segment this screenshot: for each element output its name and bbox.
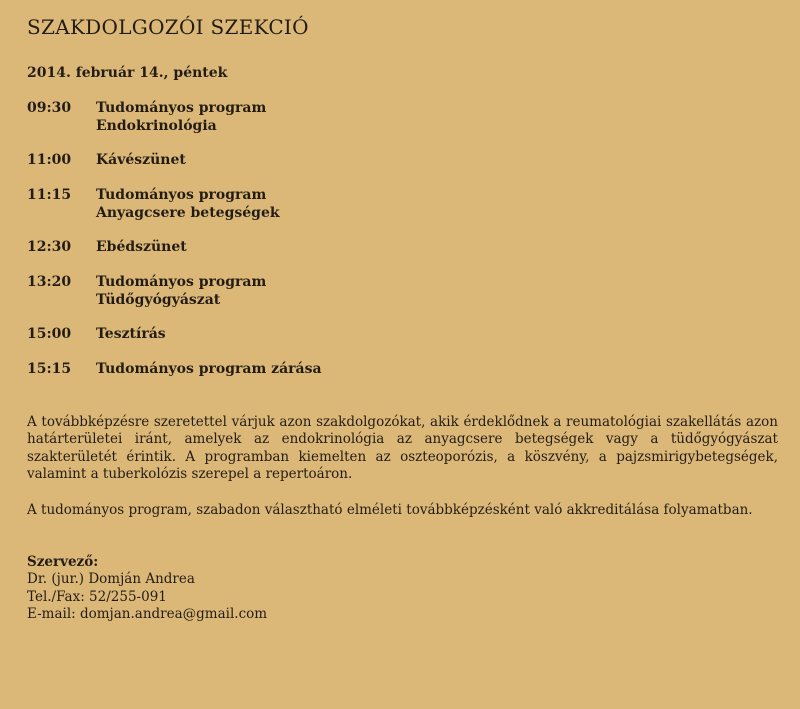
organizer-block xyxy=(27,554,267,623)
schedule-item xyxy=(27,100,266,135)
schedule-time: 09:30 xyxy=(27,100,72,116)
schedule-time: 15:15 xyxy=(27,361,72,377)
schedule-description xyxy=(96,239,187,257)
schedule-description xyxy=(96,100,266,135)
schedule-description xyxy=(96,326,166,344)
organizer-email: E-mail: domjan.andrea@gmail.com xyxy=(27,605,268,622)
schedule-time: 13:20 xyxy=(27,274,72,290)
organizer-label: Szervező: xyxy=(27,554,99,570)
schedule-description xyxy=(96,361,322,379)
schedule-line: Tudományos program xyxy=(96,100,267,116)
schedule-line: Tüdőgyógyászat xyxy=(96,291,221,308)
schedule-line: Tudományos program xyxy=(96,274,267,290)
schedule-line: Tesztírás xyxy=(96,326,166,342)
schedule-description xyxy=(96,274,266,309)
schedule-line: Endokrinológia xyxy=(96,117,217,134)
schedule-line: Kávészünet xyxy=(96,152,186,168)
schedule-time: 12:30 xyxy=(27,239,72,255)
organizer-name: Dr. (jur.) Domján Andrea xyxy=(27,571,195,588)
schedule-line: Tudományos program xyxy=(96,187,267,203)
schedule-time: 11:00 xyxy=(27,152,72,168)
program-description: A továbbképzésre szeretettel várjuk azon szakdolgozókat, akik érdeklődnek a reumatológiai szakellátás azon határterületei iránt, amelyek az endokrinológia az anyagcsere betegségek vagy a tüdőgyógyászat szakterületét érintik. A programban kiemelten az oszteoporózis, a köszvény, a pajzsmirigybetegségek, valamint a tuberkolózis szerepel a repertoáron. xyxy=(27,414,778,482)
schedule-line: Tudományos program zárása xyxy=(96,361,322,377)
organizer-phone: Tel./Fax: 52/255-091 xyxy=(27,588,167,605)
schedule-time: 11:15 xyxy=(27,187,72,203)
schedule-line: Ebédszünet xyxy=(96,239,187,255)
schedule-time: 15:00 xyxy=(27,326,72,342)
schedule-description xyxy=(96,152,186,170)
schedule-item xyxy=(27,274,266,309)
schedule-line: Anyagcsere betegségek xyxy=(96,204,280,221)
page-title: SZAKDOLGOZÓI SZEKCIÓ xyxy=(27,15,309,39)
accreditation-note: A tudományos program, szabadon választható elméleti továbbképzésként való akkreditálása folyamatban. xyxy=(27,502,753,518)
schedule-item xyxy=(27,326,166,344)
schedule-description xyxy=(96,187,280,222)
schedule-item xyxy=(27,239,187,257)
schedule-item xyxy=(27,187,280,222)
schedule-item xyxy=(27,361,322,379)
schedule-item xyxy=(27,152,186,170)
event-date: 2014. február 14., péntek xyxy=(27,65,228,81)
